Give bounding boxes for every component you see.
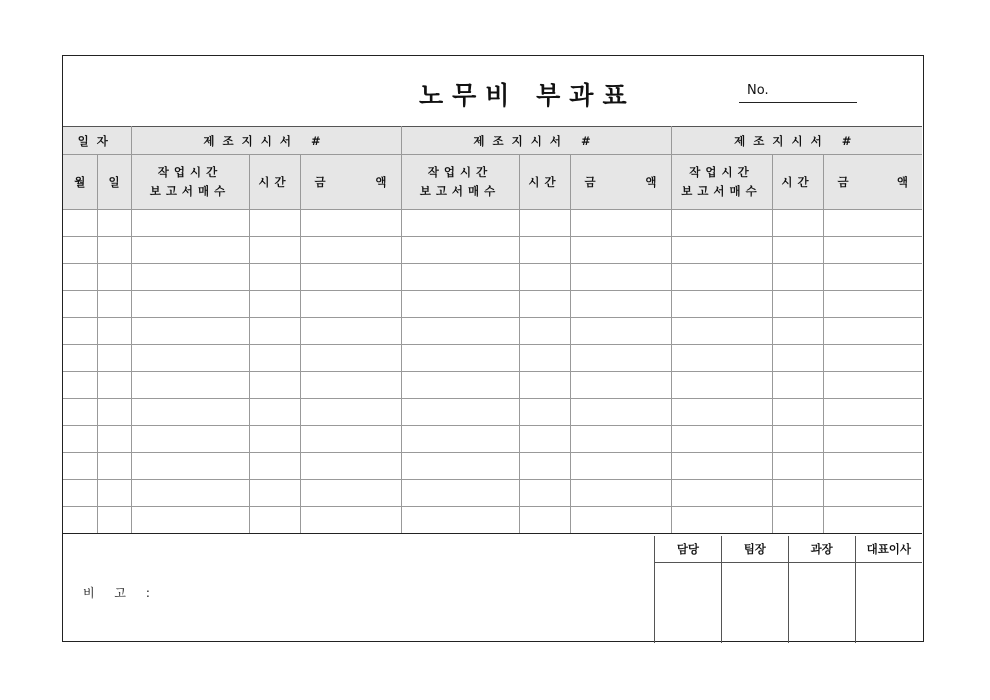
approval-team-lead: 팀장 — [721, 536, 788, 563]
table-cell[interactable] — [772, 210, 823, 237]
table-cell[interactable] — [519, 264, 570, 291]
report-header-line2: 보고서매수 — [149, 184, 231, 198]
approval-staff: 담당 — [655, 536, 722, 563]
table-cell[interactable] — [97, 345, 131, 372]
report-header-3 — [671, 155, 772, 210]
table-cell[interactable] — [131, 318, 249, 345]
table-cell[interactable] — [249, 426, 300, 453]
approval-table — [654, 536, 922, 643]
table-row — [63, 210, 922, 237]
table-cell[interactable] — [570, 426, 671, 453]
table-cell[interactable] — [401, 291, 519, 318]
amount-header-1 — [300, 155, 401, 210]
table-cell[interactable] — [97, 237, 131, 264]
labor-cost-table — [63, 126, 922, 534]
amount-header-a: 금 — [837, 175, 849, 189]
table-cell[interactable] — [249, 291, 300, 318]
table-cell[interactable] — [570, 480, 671, 507]
table-cell[interactable] — [671, 480, 772, 507]
table-cell[interactable] — [519, 345, 570, 372]
table-cell[interactable] — [823, 372, 922, 399]
labor-cost-form — [62, 55, 924, 642]
sign-box-team-lead[interactable] — [721, 563, 788, 644]
table-cell[interactable] — [63, 210, 97, 237]
table-cell[interactable] — [671, 399, 772, 426]
table-cell[interactable] — [300, 210, 401, 237]
table-row — [63, 345, 922, 372]
table-cell[interactable] — [401, 480, 519, 507]
approval-ceo: 대표이사 — [855, 536, 922, 563]
table-cell[interactable] — [300, 291, 401, 318]
table-cell[interactable] — [772, 426, 823, 453]
report-header-line1: 작업시간 — [689, 165, 754, 179]
table-cell[interactable] — [401, 345, 519, 372]
table-cell[interactable] — [131, 372, 249, 399]
table-cell[interactable] — [671, 372, 772, 399]
table-cell[interactable] — [570, 264, 671, 291]
table-cell[interactable] — [249, 237, 300, 264]
table-cell[interactable] — [671, 345, 772, 372]
table-cell[interactable] — [97, 453, 131, 480]
table-cell[interactable] — [519, 426, 570, 453]
hours-header-3: 시간 — [772, 155, 823, 210]
table-cell[interactable] — [519, 372, 570, 399]
table-cell[interactable] — [772, 291, 823, 318]
table-cell[interactable] — [772, 237, 823, 264]
table-cell[interactable] — [300, 507, 401, 534]
table-cell[interactable] — [570, 210, 671, 237]
day-header: 일 — [97, 155, 131, 210]
amount-header-b: 액 — [645, 175, 657, 189]
table-row — [63, 291, 922, 318]
table-cell[interactable] — [519, 453, 570, 480]
table-row — [63, 372, 922, 399]
table-cell[interactable] — [63, 318, 97, 345]
table-cell[interactable] — [570, 345, 671, 372]
order-header-1: 제조지시서 # — [131, 127, 401, 155]
table-cell[interactable] — [671, 318, 772, 345]
table-row — [63, 453, 922, 480]
table-cell[interactable] — [249, 453, 300, 480]
table-cell[interactable] — [570, 399, 671, 426]
table-cell[interactable] — [570, 318, 671, 345]
table-cell[interactable] — [772, 264, 823, 291]
table-cell[interactable] — [97, 264, 131, 291]
table-cell[interactable] — [300, 453, 401, 480]
hours-header-1: 시간 — [249, 155, 300, 210]
header-row-2 — [63, 155, 922, 210]
table-cell[interactable] — [401, 372, 519, 399]
table-cell[interactable] — [671, 264, 772, 291]
table-cell[interactable] — [131, 507, 249, 534]
table-cell[interactable] — [249, 372, 300, 399]
table-cell[interactable] — [570, 372, 671, 399]
remarks-label: 비 고 : — [83, 586, 158, 600]
table-cell[interactable] — [823, 345, 922, 372]
table-cell[interactable] — [300, 345, 401, 372]
table-cell[interactable] — [671, 210, 772, 237]
amount-header-b: 액 — [896, 175, 909, 189]
table-cell[interactable] — [401, 426, 519, 453]
table-cell[interactable] — [131, 210, 249, 237]
table-cell[interactable] — [823, 480, 922, 507]
table-cell[interactable] — [519, 507, 570, 534]
table-cell[interactable] — [823, 210, 922, 237]
table-cell[interactable] — [519, 210, 570, 237]
table-cell[interactable] — [249, 399, 300, 426]
number-label: No. — [747, 83, 769, 98]
table-cell[interactable] — [300, 480, 401, 507]
table-row — [63, 318, 922, 345]
table-cell[interactable] — [63, 426, 97, 453]
table-cell[interactable] — [772, 372, 823, 399]
table-cell[interactable] — [97, 291, 131, 318]
table-cell[interactable] — [772, 453, 823, 480]
table-cell[interactable] — [671, 453, 772, 480]
report-header-line2: 보고서매수 — [419, 184, 501, 198]
table-cell[interactable] — [671, 507, 772, 534]
table-cell[interactable] — [97, 318, 131, 345]
table-cell[interactable] — [519, 399, 570, 426]
table-cell[interactable] — [570, 453, 671, 480]
approval-sign-row — [655, 563, 923, 644]
table-cell[interactable] — [131, 480, 249, 507]
table-cell[interactable] — [300, 372, 401, 399]
table-cell[interactable] — [63, 345, 97, 372]
report-header-1 — [131, 155, 249, 210]
form-title: 노무비 부과표 — [419, 81, 636, 110]
table-cell[interactable] — [823, 399, 922, 426]
header-row-1 — [63, 127, 922, 155]
table-cell[interactable] — [63, 399, 97, 426]
table-cell[interactable] — [97, 480, 131, 507]
table-cell[interactable] — [63, 453, 97, 480]
sign-box-staff[interactable] — [655, 563, 722, 644]
table-cell[interactable] — [401, 453, 519, 480]
table-cell[interactable] — [249, 318, 300, 345]
table-cell[interactable] — [570, 237, 671, 264]
table-cell[interactable] — [401, 237, 519, 264]
table-row — [63, 507, 922, 534]
table-cell[interactable] — [249, 345, 300, 372]
table-cell[interactable] — [63, 372, 97, 399]
table-cell[interactable] — [131, 291, 249, 318]
table-cell[interactable] — [823, 264, 922, 291]
order-header-2: 제조지시서 # — [401, 127, 671, 155]
table-cell[interactable] — [249, 507, 300, 534]
table-cell[interactable] — [401, 210, 519, 237]
table-cell[interactable] — [97, 399, 131, 426]
date-group-header: 일자 — [63, 127, 131, 155]
amount-header-3 — [823, 155, 922, 210]
amount-header-a: 금 — [314, 175, 326, 189]
table-cell[interactable] — [519, 237, 570, 264]
table-cell[interactable] — [772, 480, 823, 507]
hours-header-2: 시간 — [519, 155, 570, 210]
table-cell[interactable] — [63, 291, 97, 318]
table-cell[interactable] — [300, 318, 401, 345]
table-cell[interactable] — [249, 264, 300, 291]
table-cell[interactable] — [300, 426, 401, 453]
table-cell[interactable] — [401, 264, 519, 291]
amount-header-a: 금 — [584, 175, 596, 189]
table-row — [63, 399, 922, 426]
table-cell[interactable] — [823, 318, 922, 345]
table-cell[interactable] — [97, 372, 131, 399]
table-cell[interactable] — [131, 345, 249, 372]
table-row — [63, 426, 922, 453]
table-cell[interactable] — [671, 291, 772, 318]
table-cell[interactable] — [823, 507, 922, 534]
approval-header-row — [655, 536, 923, 563]
table-cell[interactable] — [131, 264, 249, 291]
month-header: 월 — [63, 155, 97, 210]
table-cell[interactable] — [519, 291, 570, 318]
table-cell[interactable] — [570, 507, 671, 534]
order-header-3: 제조지시서 # — [671, 127, 922, 155]
table-cell[interactable] — [97, 426, 131, 453]
table-row — [63, 480, 922, 507]
table-cell[interactable] — [519, 480, 570, 507]
table-cell[interactable] — [401, 399, 519, 426]
table-cell[interactable] — [772, 507, 823, 534]
report-header-line2: 보고서매수 — [681, 184, 762, 198]
table-cell[interactable] — [97, 210, 131, 237]
amount-header-b: 액 — [375, 175, 387, 189]
table-cell[interactable] — [300, 237, 401, 264]
table-cell[interactable] — [249, 210, 300, 237]
table-cell[interactable] — [131, 426, 249, 453]
table-cell[interactable] — [671, 426, 772, 453]
title-area — [63, 56, 923, 126]
table-row — [63, 264, 922, 291]
table-cell[interactable] — [249, 480, 300, 507]
table-cell[interactable] — [300, 264, 401, 291]
table-cell[interactable] — [131, 237, 249, 264]
table-cell[interactable] — [300, 399, 401, 426]
table-cell[interactable] — [823, 237, 922, 264]
approval-manager: 과장 — [788, 536, 855, 563]
table-cell[interactable] — [63, 237, 97, 264]
report-header-2 — [401, 155, 519, 210]
table-cell[interactable] — [823, 426, 922, 453]
table-cell[interactable] — [823, 453, 922, 480]
sign-box-manager[interactable] — [788, 563, 855, 644]
sign-box-ceo[interactable] — [855, 563, 922, 644]
number-field[interactable] — [739, 102, 857, 103]
table-cell[interactable] — [401, 507, 519, 534]
table-cell[interactable] — [97, 507, 131, 534]
amount-header-2 — [570, 155, 671, 210]
table-cell[interactable] — [671, 237, 772, 264]
table-cell[interactable] — [131, 399, 249, 426]
table-cell[interactable] — [519, 318, 570, 345]
table-cell[interactable] — [823, 291, 922, 318]
table-cell[interactable] — [570, 291, 671, 318]
table-cell[interactable] — [63, 264, 97, 291]
table-cell[interactable] — [772, 399, 823, 426]
table-row — [63, 237, 922, 264]
table-cell[interactable] — [131, 453, 249, 480]
table-cell[interactable] — [772, 345, 823, 372]
report-header-line1: 작업시간 — [427, 165, 493, 179]
report-header-line1: 작업시간 — [157, 165, 223, 179]
table-cell[interactable] — [772, 318, 823, 345]
table-cell[interactable] — [63, 507, 97, 534]
table-cell[interactable] — [63, 480, 97, 507]
table-cell[interactable] — [401, 318, 519, 345]
